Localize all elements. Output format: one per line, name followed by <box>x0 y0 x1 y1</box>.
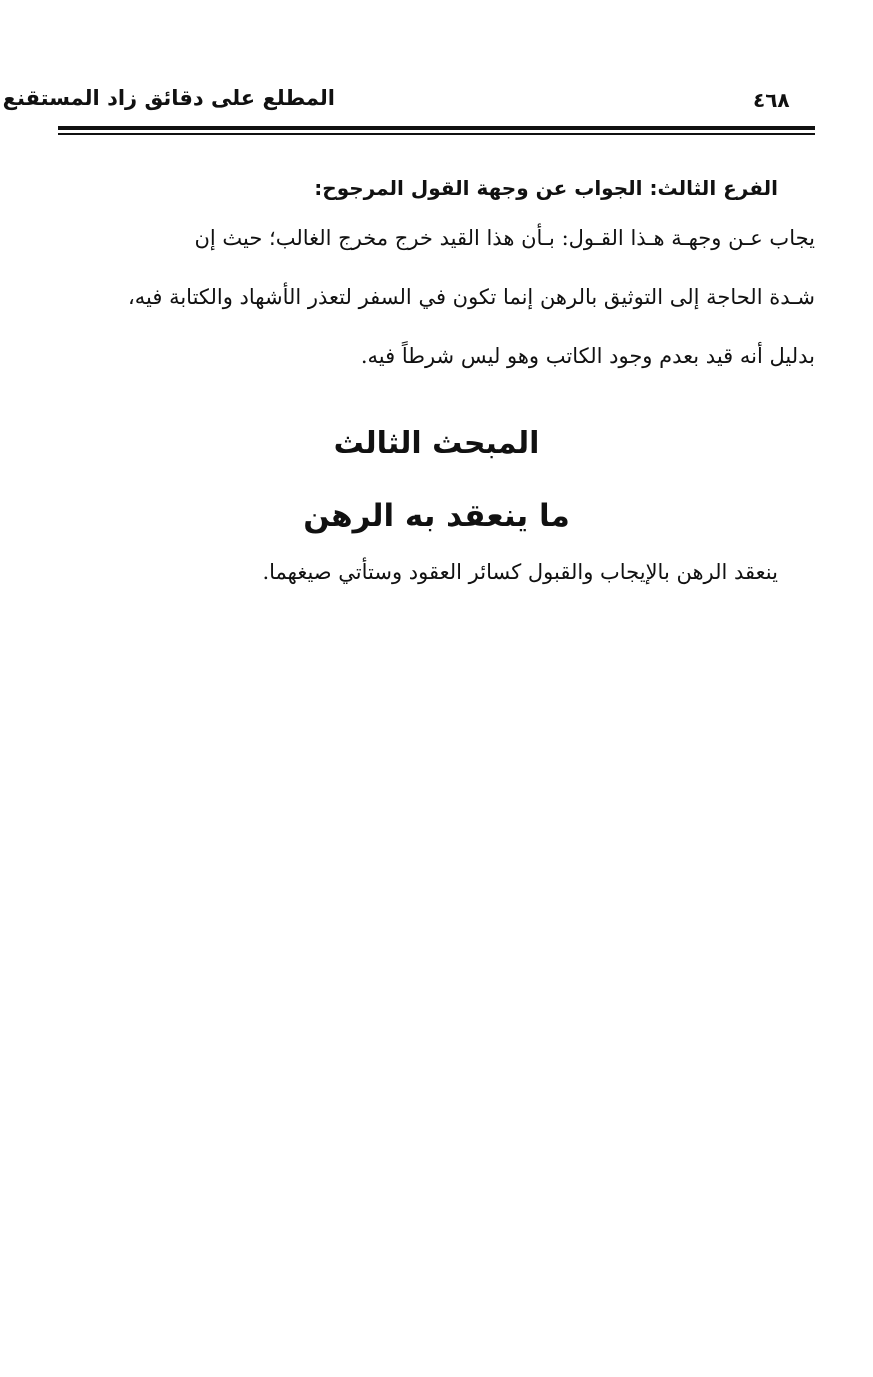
section-paragraph: ينعقد الرهن بالإيجاب والقبول كسائر العقود وستأتي صيغهما. <box>262 560 778 584</box>
running-title: المطلع على دقائق زاد المستقنع <box>2 86 335 110</box>
subheading: الفرع الثالث: الجواب عن وجهة القول المرجوح: <box>314 176 778 200</box>
chapter-title: ما ينعقد به الرهن <box>303 498 570 534</box>
chapter-label: المبحث الثالث <box>333 426 540 461</box>
page-number: ٤٦٨ <box>753 88 790 112</box>
header-rule-thick <box>58 126 815 130</box>
paragraph-line: بدليل أنه قيد بعدم وجود الكاتب وهو ليس شرطاً فيه. <box>360 344 815 368</box>
paragraph-line: يجاب عـن وجهـة هـذا القـول: بـأن هذا القيد خرج مخرج الغالب؛ حيث إن <box>194 226 815 250</box>
header-rule-thin <box>58 133 815 135</box>
paragraph-line: شـدة الحاجة إلى التوثيق بالرهن إنما تكون في السفر لتعذر الأشهاد والكتابة فيه، <box>127 285 815 309</box>
running-header <box>2 86 815 120</box>
